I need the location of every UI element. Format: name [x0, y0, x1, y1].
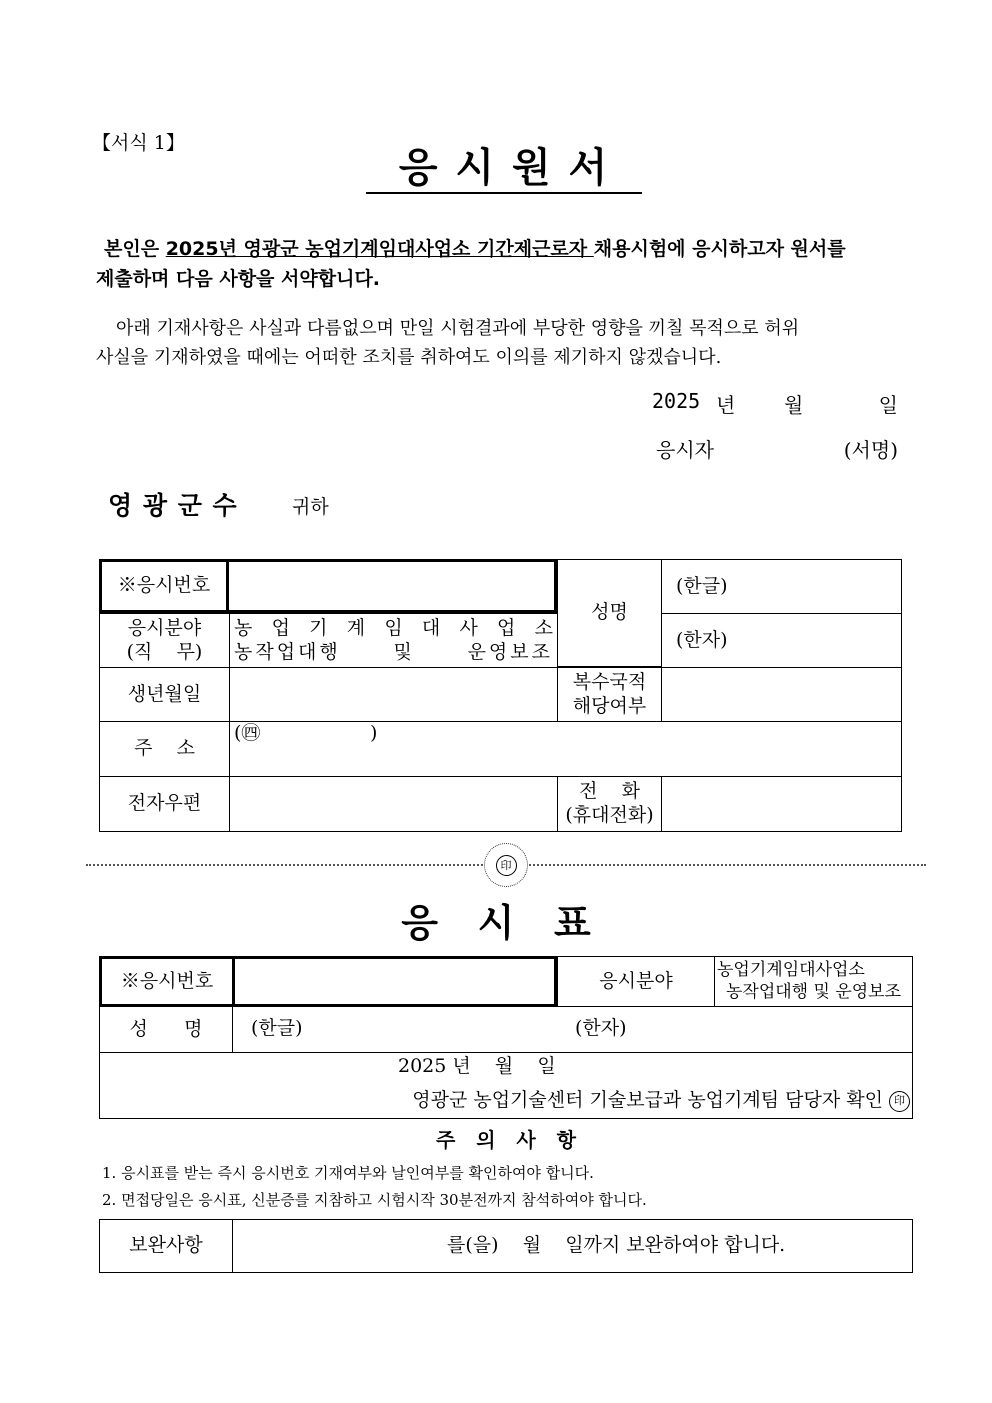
ticket-confirm-text: 영광군 농업기술센터 기술보급과 농업기계팀 담당자 확인: [412, 1089, 883, 1111]
ticket-field-value-2: 농작업대행 및 운영보조: [725, 981, 902, 1002]
supplement-field[interactable]: [232, 1219, 913, 1273]
field-value-1: 농 업 기 계 임 대 사 업 소: [234, 616, 553, 639]
ticket-name-hanja: (한자): [575, 1017, 627, 1039]
ticket-field-label: 응시분야: [557, 956, 715, 1007]
oath-line-1: 아래 기재사항은 사실과 다름없으며 만일 시험결과에 부당한 영향을 끼칠 목적으로 허위: [116, 318, 800, 339]
seal-outer-circle: [484, 843, 528, 887]
date-year: 2025: [652, 389, 701, 413]
ticket-name-hangul: (한글): [251, 1017, 303, 1039]
field-label-2: (직 무): [126, 640, 203, 663]
phone-field[interactable]: [661, 776, 902, 832]
name-label: 성명: [557, 559, 662, 667]
phone-label: [557, 776, 662, 832]
pledge-underlined: 2025년 영광군 농업기계임대사업소 기간제근로자: [165, 238, 594, 260]
pledge-prefix: 본인은: [104, 238, 166, 260]
applicant-label: 응시자: [656, 438, 714, 462]
supplement-label: 보완사항: [99, 1219, 233, 1273]
birth-field[interactable]: [229, 667, 558, 722]
name-hangul-field[interactable]: (한글): [661, 559, 902, 614]
postal-open-mark: (㊃: [234, 722, 261, 744]
ticket-field-value: [714, 956, 913, 1007]
ticket-confirm-cell: [99, 1052, 913, 1119]
ticket-exam-no-label: ※응시번호: [99, 956, 235, 1007]
addressee-honorific: 귀하: [292, 496, 329, 518]
postal-mark: ㊃: [241, 722, 261, 744]
notes-title: 주 의 사 항: [436, 1128, 576, 1152]
addressee-name: 영 광 군 수: [108, 491, 238, 520]
ticket-field-value-1: 농업기계임대사업소: [717, 960, 865, 981]
name-hanja-field[interactable]: (한자): [661, 613, 902, 668]
phone-label-1: 전 화: [579, 780, 640, 803]
applicant-line: [656, 434, 898, 462]
dual-nationality-label: [557, 667, 662, 722]
dual-nationality-field[interactable]: [661, 667, 902, 722]
exam-no-label: ※응시번호: [99, 559, 229, 613]
pledge-suffix: 채용시험에 응시하고자 원서를: [593, 238, 846, 260]
phone-label-2: (휴대전화): [565, 804, 654, 826]
field-value-2: 농작업대행 및 운영보조: [234, 640, 553, 663]
date-nyeon: 년: [716, 393, 736, 417]
seal-icon: 印: [496, 855, 517, 876]
pledge-line-1: [104, 234, 846, 261]
field-value: [229, 613, 558, 668]
email-label: 전자우편: [99, 776, 230, 832]
ticket-date-line: 2025 년 월 일: [398, 1055, 556, 1077]
oath-line-2: 사실을 기재하였을 때에는 어떠한 조치를 취하여도 이의를 제기하지 않겠습니다.: [96, 347, 722, 368]
applicant-sign: (서명): [843, 438, 898, 462]
field-label: [99, 613, 230, 668]
supplement-text: 를(을) 월 일까지 보완하여야 합니다.: [447, 1234, 786, 1256]
dual-label-1: 복수국적: [572, 670, 647, 693]
note-item-2: 2. 면접당일은 응시표, 신분증를 지참하고 시험시작 30분전까지 참석하여야 합니다.: [102, 1191, 647, 1209]
ticket-name-label: 성 명: [99, 1006, 233, 1053]
ticket-name-field[interactable]: [232, 1006, 913, 1053]
date-il: 일: [878, 393, 898, 417]
address-field[interactable]: [229, 721, 902, 777]
pledge-line-2: 제출하며 다음 사항을 서약합니다.: [96, 268, 381, 290]
ticket-title: 응 시 표: [401, 901, 591, 945]
confirm-seal-icon: 印: [889, 1091, 910, 1112]
ticket-confirm-line: [412, 1089, 910, 1113]
email-field[interactable]: [229, 776, 558, 832]
ticket-exam-no-field[interactable]: [232, 956, 557, 1007]
note-item-1: 1. 응시표를 받는 즉시 응시번호 기재여부와 날인여부를 확인하여야 합니다.: [102, 1164, 594, 1182]
form-label: 【서식 1】: [92, 132, 185, 154]
date-line: [652, 389, 898, 417]
birth-label: 생년월일: [99, 667, 230, 722]
address-label: 주 소: [99, 721, 230, 777]
postal-close-mark: ): [370, 722, 378, 744]
dual-label-2: 해당여부: [572, 694, 647, 717]
page-title: 응 시 원 서: [366, 146, 642, 194]
field-label-1: 응시분야: [127, 616, 202, 639]
date-wol: 월: [784, 393, 804, 417]
exam-no-field[interactable]: [226, 559, 557, 613]
